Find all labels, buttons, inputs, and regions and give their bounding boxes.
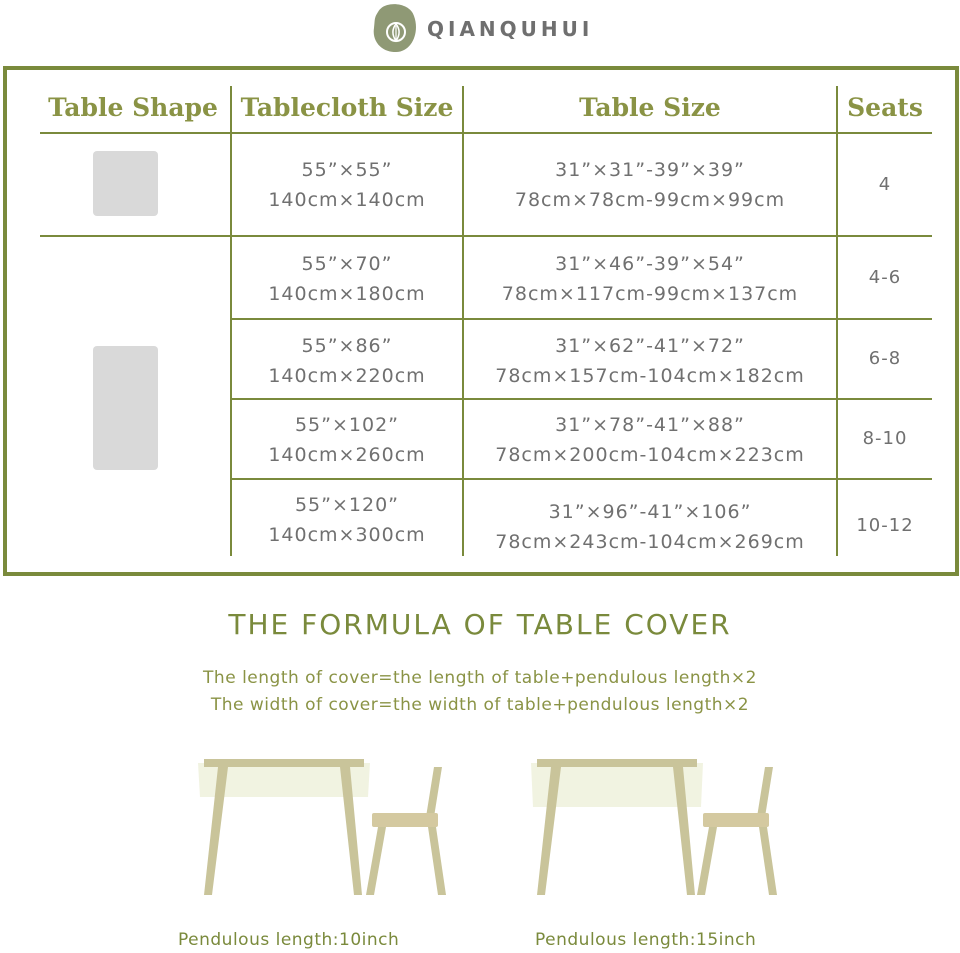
rectangle-table-icon — [93, 346, 158, 470]
row-divider — [232, 398, 932, 400]
table-chair-10inch-icon — [190, 755, 460, 900]
tablecloth-inch: 55”×102” — [294, 414, 400, 436]
table-size-inch: 31”×96”-41”×106” — [548, 501, 752, 523]
table-size-cm: 78cm×157cm-104cm×182cm — [495, 365, 805, 387]
leaf-pebble-icon — [370, 2, 422, 56]
header-seats: Seats — [847, 93, 923, 122]
tablecloth-inch: 55”×70” — [301, 253, 393, 275]
column-divider — [836, 86, 838, 556]
header-tablecloth-size: Tablecloth Size — [240, 93, 454, 122]
tablecloth-cm: 140cm×140cm — [268, 189, 426, 211]
brand-header — [370, 2, 610, 56]
seats-cell: 4 — [878, 174, 892, 195]
table-size-inch: 31”×62”-41”×72” — [555, 335, 745, 357]
formula-width: The width of cover=the width of table+pendulous length×2 — [210, 695, 750, 715]
header-table-size: Table Size — [579, 93, 721, 122]
tablecloth-cm: 140cm×220cm — [268, 365, 426, 387]
header-table-shape: Table Shape — [48, 93, 218, 122]
tablecloth-cell — [232, 155, 462, 215]
seats-cell: 6-8 — [868, 348, 902, 369]
formula-length: The length of cover=the length of table+pendulous length×2 — [203, 668, 757, 688]
table-size-cm: 78cm×243cm-104cm×269cm — [495, 531, 805, 553]
table-size-cell — [464, 497, 836, 557]
table-size-cell — [464, 249, 836, 309]
header-divider — [40, 132, 932, 134]
table-size-cm: 78cm×78cm-99cm×99cm — [514, 189, 786, 211]
tablecloth-inch: 55”×120” — [294, 494, 400, 516]
tablecloth-cell — [232, 490, 462, 550]
tablecloth-cm: 140cm×260cm — [268, 444, 426, 466]
tablecloth-cm: 140cm×300cm — [268, 524, 426, 546]
table-size-inch: 31”×78”-41”×88” — [555, 414, 745, 436]
pendulous-caption-10: Pendulous length:10inch — [178, 930, 400, 950]
tablecloth-cm: 140cm×180cm — [268, 283, 426, 305]
row-divider — [232, 318, 932, 320]
pendulous-caption-15: Pendulous length:15inch — [535, 930, 757, 950]
seats-cell: 4-6 — [868, 267, 902, 288]
square-table-icon — [93, 151, 158, 216]
tablecloth-inch: 55”×55” — [301, 159, 393, 181]
table-size-cell — [464, 155, 836, 215]
seats-cell: 10-12 — [856, 515, 914, 536]
table-chair-15inch-icon — [525, 755, 795, 900]
row-divider — [40, 235, 932, 237]
row-divider — [232, 478, 932, 480]
seats-cell: 8-10 — [862, 428, 908, 449]
formula-title: THE FORMULA OF TABLE COVER — [228, 608, 732, 641]
tablecloth-inch: 55”×86” — [301, 335, 393, 357]
tablecloth-cell — [232, 410, 462, 470]
table-size-cm: 78cm×200cm-104cm×223cm — [495, 444, 805, 466]
brand-name: QIANQUHUI — [427, 17, 594, 41]
table-size-cell — [464, 410, 836, 470]
table-size-inch: 31”×46”-39”×54” — [555, 253, 745, 275]
tablecloth-cell — [232, 331, 462, 391]
table-size-inch: 31”×31”-39”×39” — [555, 159, 745, 181]
table-size-cell — [464, 331, 836, 391]
tablecloth-cell — [232, 249, 462, 309]
table-size-cm: 78cm×117cm-99cm×137cm — [501, 283, 799, 305]
